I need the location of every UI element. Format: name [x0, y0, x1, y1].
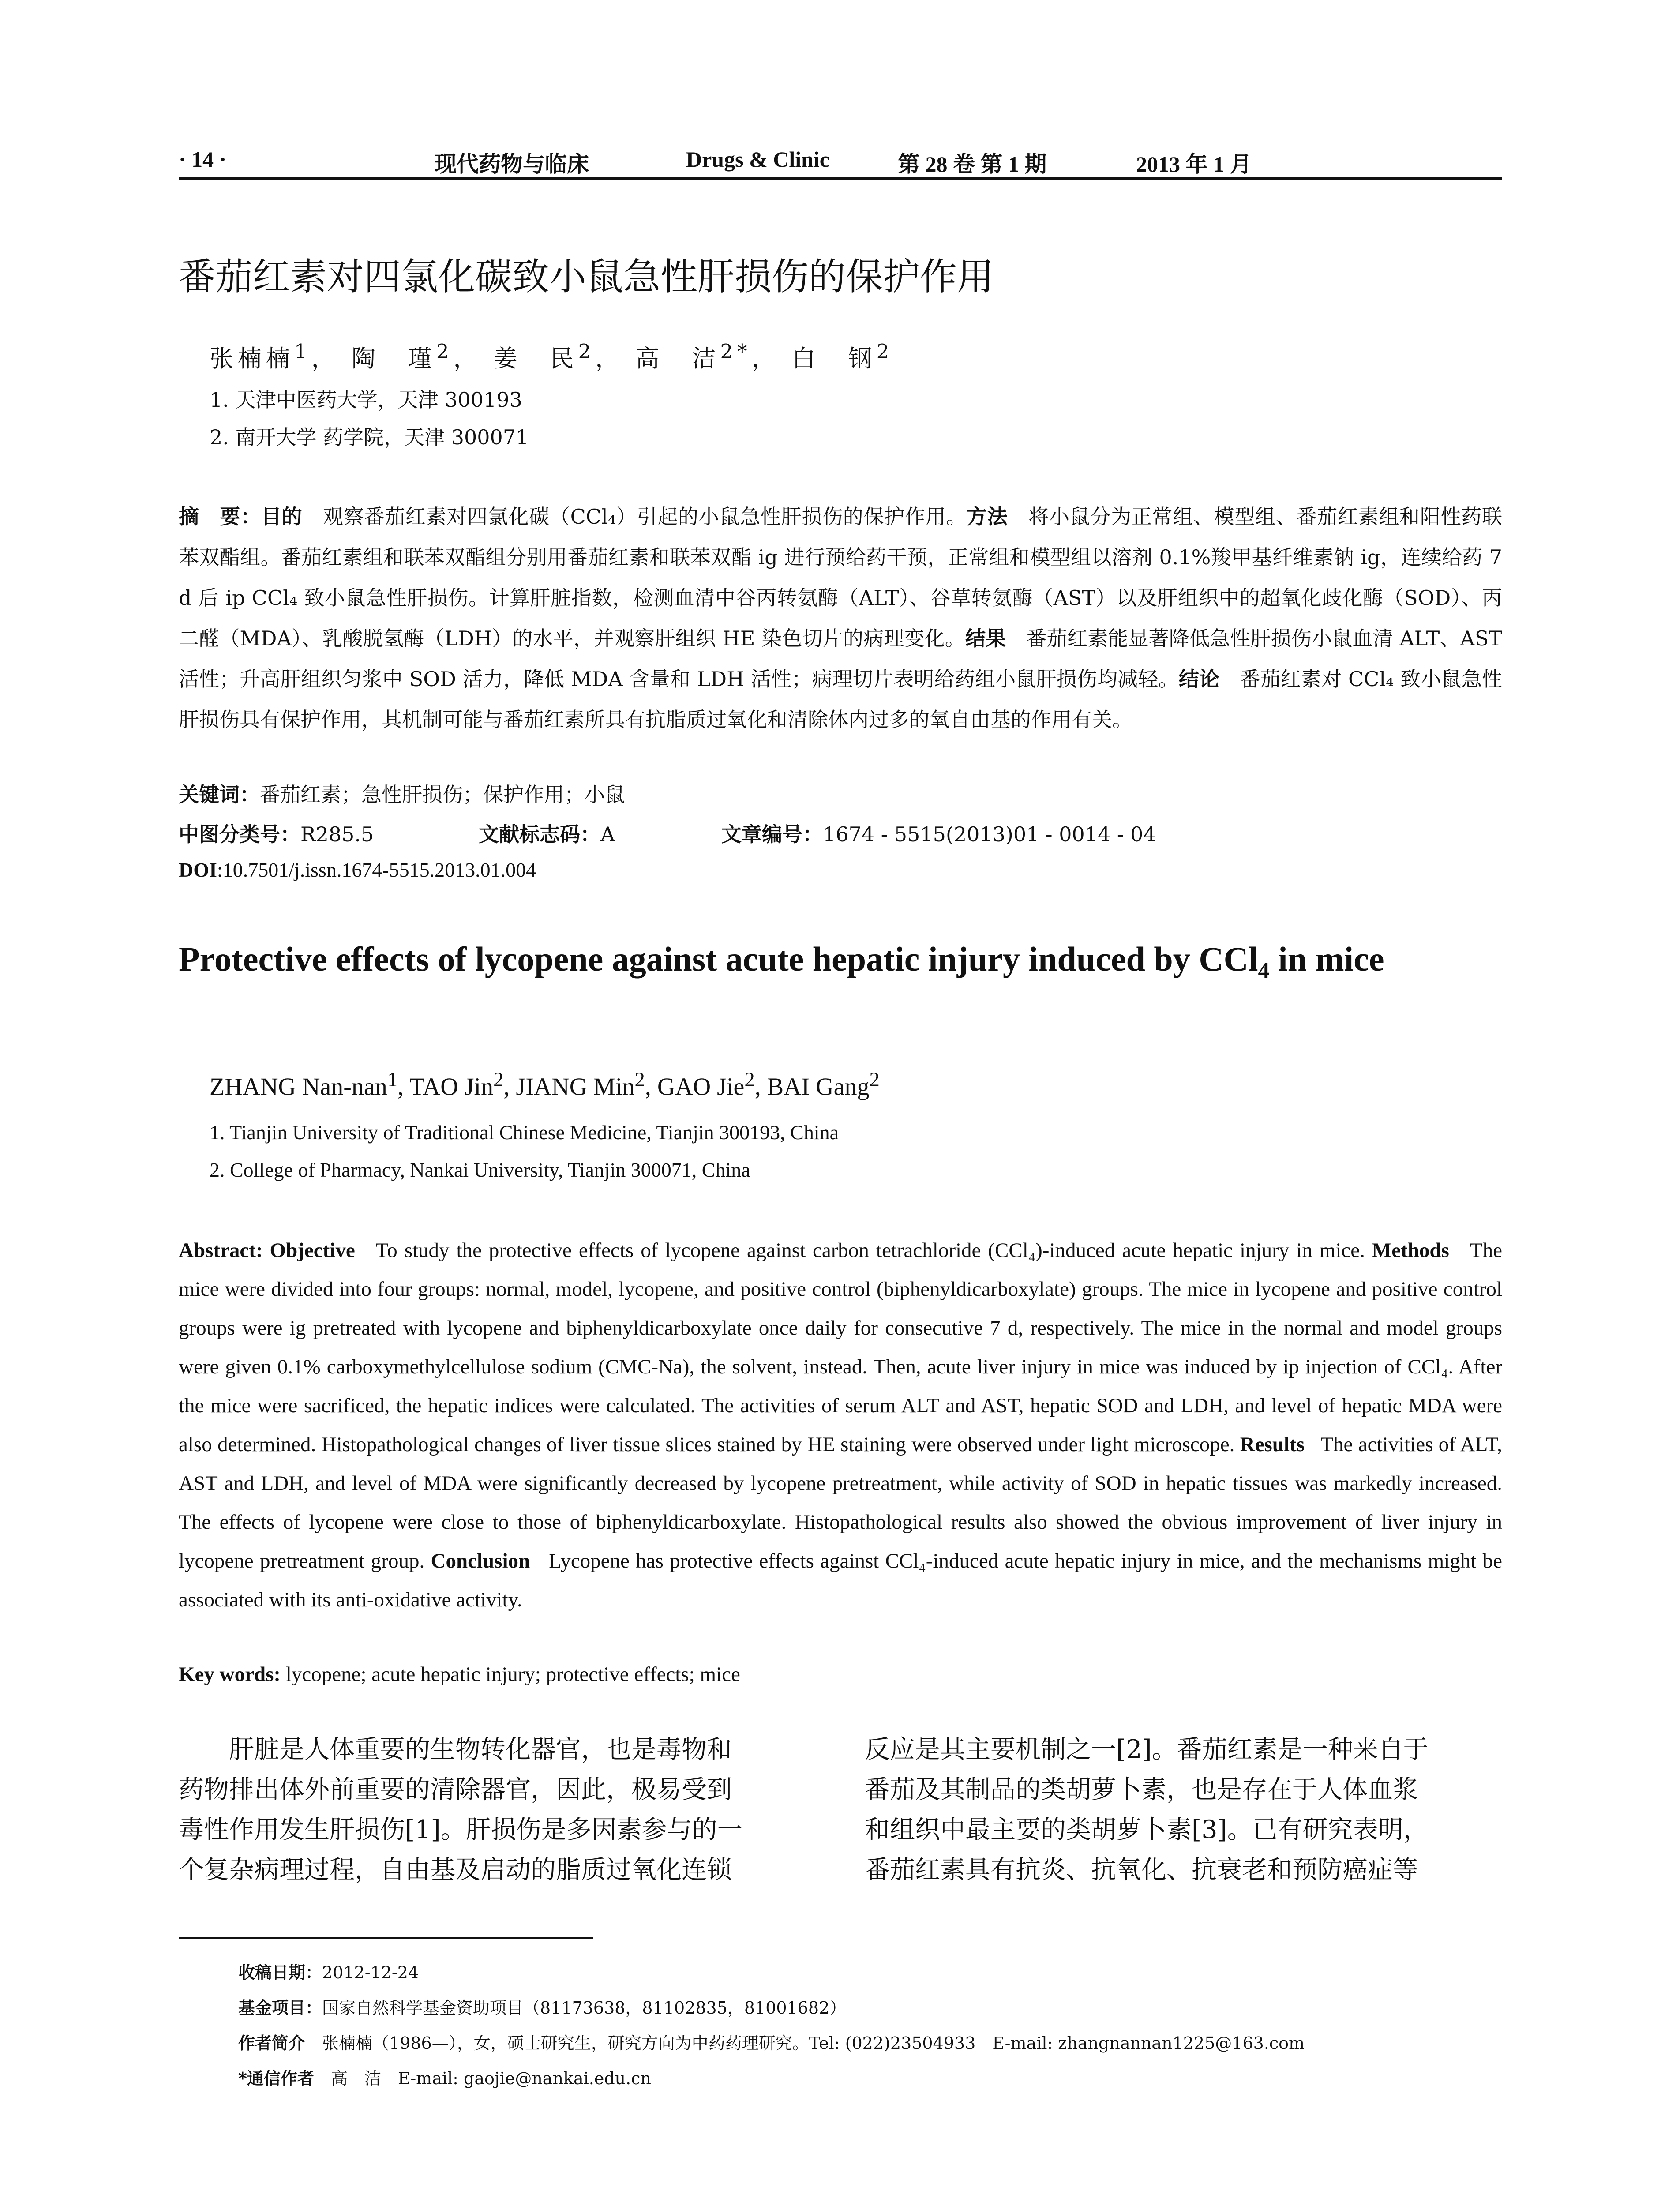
- author-affil-mark: 2: [744, 1068, 755, 1091]
- footnote-author-bio: [238, 2030, 1305, 2054]
- section-label: 方法: [967, 505, 1008, 529]
- author-affil-mark: 2: [869, 1068, 880, 1091]
- author-name: ZHANG Nan-nan: [210, 1073, 387, 1101]
- page-number: · 14 ·: [179, 147, 227, 172]
- footnote-label: 作者简介: [238, 2033, 306, 2053]
- section-label: Objective: [270, 1239, 355, 1262]
- body-line: 反应是其主要机制之一[2]。番茄红素是一种来自于: [865, 1735, 1429, 1764]
- footnote-label: 基金项目：: [238, 1998, 322, 2018]
- clc-value: R285.5: [300, 822, 374, 846]
- author-affil-mark: 2: [436, 340, 454, 363]
- article-no-value: 1674 - 5515(2013)01 - 0014 - 04: [823, 822, 1156, 846]
- footnote-corresponding: [238, 2065, 651, 2089]
- affiliation-cn: 2. 南开大学 药学院，天津 300071: [210, 425, 529, 449]
- body-line: 和组织中最主要的类胡萝卜素[3]。已有研究表明，: [865, 1815, 1429, 1844]
- section-label: 目的: [261, 505, 303, 529]
- abstract-text: To study the protective effects of lycopene against carbon tetrachloride (CCl₄)-induced acute hepatic injury in mice.: [375, 1239, 1365, 1262]
- body-line: 番茄及其制品的类胡萝卜素，也是存在于人体血浆: [865, 1775, 1418, 1804]
- keywords-text: 番茄红素；急性肝损伤；保护作用；小鼠: [260, 783, 625, 807]
- doc-code-label: 文献标志码：: [479, 822, 600, 846]
- section-label: Conclusion: [431, 1549, 530, 1572]
- footnote-label: 收稿日期：: [238, 1963, 322, 1982]
- keywords-label: Key words:: [179, 1663, 281, 1686]
- title-en-text-end: in mice: [1269, 940, 1384, 978]
- author-name: 高 洁: [635, 345, 720, 372]
- author-name: 张楠楠: [210, 345, 294, 372]
- affiliation-en: 2. College of Pharmacy, Nankai University, Tianjin 300071, China: [210, 1159, 750, 1181]
- title-en-subscript: 4: [1258, 958, 1270, 983]
- section-label: Results: [1240, 1433, 1305, 1456]
- abstract-label: Abstract:: [179, 1239, 263, 1262]
- body-line: 药物排出体外前重要的清除器官，因此，极易受到: [179, 1775, 732, 1804]
- footnote-label: *通信作者: [238, 2069, 314, 2088]
- doi-label: DOI: [179, 859, 217, 881]
- footnote-received: [238, 1959, 419, 1983]
- issue-date: 2013 年 1 月: [1136, 152, 1252, 176]
- abstract-en: [179, 1231, 1502, 1619]
- abstract-text: 番茄红素对 CCl₄ 致小鼠急性肝损伤具有保护作用，其机制可能与番茄红素所具有抗脂质过氧化和清除体内过多的氧自由基的作用有关。: [179, 667, 1502, 732]
- body-column-left: [179, 1730, 823, 1890]
- volume-issue: 第 28 卷 第 1 期: [898, 152, 1047, 176]
- abstract-text: 观察番茄红素对四氯化碳（CCl₄）引起的小鼠急性肝损伤的保护作用。: [323, 505, 967, 529]
- author-name: GAO Jie: [657, 1073, 745, 1101]
- section-label: Methods: [1372, 1239, 1449, 1262]
- title-en: [179, 935, 1502, 995]
- affiliation-en: 1. Tianjin University of Traditional Chinese Medicine, Tianjin 300193, China: [210, 1121, 839, 1144]
- body-line: 番茄红素具有抗炎、抗氧化、抗衰老和预防癌症等: [865, 1855, 1418, 1884]
- keywords-text: lycopene; acute hepatic injury; protective effects; mice: [285, 1663, 740, 1686]
- author-name: 白 钢: [791, 345, 877, 372]
- authors-cn: 张楠楠$^1$， 陶 瑾$^2$， 姜 民$^2$， 高 洁$^{2*}$， 白 钢$^2$: [210, 340, 894, 372]
- abstract-text: The mice were divided into four groups: normal, model, lycopene, and positive control (biphenyldicarboxylate) groups. The mice in lycopene and positive control groups were ig pretreated with lycopene and biphenyldicarboxylate once daily for consecutive 7 d, respectively. The mice in the normal and model groups were given 0.1% carboxymethylcellulose sodium (CMC-Na), the solvent, instead. Then, acute liver injury in mice was induced by ip injection of CCl₄. After the mice were sacrificed, the hepatic indices were calculated. The activities of serum ALT and AST, hepatic SOD and LDH, and level of hepatic MDA were also determined. Histopathological changes of liver tissue slices stained by HE staining were observed under light microscope.: [179, 1239, 1503, 1456]
- author-affil-mark: 2: [578, 340, 596, 363]
- abstract-label: 摘 要：: [179, 505, 261, 529]
- article-no-label: 文章编号：: [721, 822, 823, 846]
- footnote-text: 张楠楠（1986—），女，硕士研究生，研究方向为中药药理研究。Tel: (022)23504933 E-mail: zhangnannan1225@163.com: [305, 2033, 1305, 2053]
- keywords-label: 关键词：: [179, 783, 260, 807]
- author-name: 姜 民: [493, 345, 578, 372]
- author-affil-mark: 2: [634, 1068, 645, 1091]
- author-affil-mark: 1: [294, 340, 311, 363]
- abstract-text: The activities of ALT, AST and LDH, and level of MDA were significantly decreased by lycopene pretreatment, while activity of SOD in hepatic tissues was markedly increased. The effects of lycopene were close to those of biphenyldicarboxylate. Histopathological results also showed the obvious improvement of liver injury in lycopene pretreatment group.: [179, 1433, 1503, 1572]
- body-column-right: [865, 1730, 1509, 1890]
- abstract-text: 将小鼠分为正常组、模型组、番茄红素组和阳性药联苯双酯组。番茄红素组和联苯双酯组分别用番茄红素和联苯双酯 ig 进行预给药干预，正常组和模型组以溶剂 0.1%羧甲基纤维素钠 ig，连续给药 7 d 后 ip CCl₄ 致小鼠急性肝损伤。计算肝脏指数，检测血清中谷丙转氨酶（ALT）、谷草转氨酶（AST）以及肝组织中的超氧化歧化酶（SOD）、丙二醛（MDA）、乳酸脱氢酶（LDH）的水平，并观察肝组织 HE 染色切片的病理变化。: [179, 505, 1503, 650]
- keywords-cn: [179, 779, 625, 808]
- abstract-text: Lycopene has protective effects against CCl₄-induced acute hepatic injury in mice, and the mechanisms might be associated with its anti-oxidative activity.: [179, 1549, 1503, 1611]
- author-affil-mark: 2: [493, 1068, 504, 1091]
- author-name: 陶 瑾: [351, 345, 436, 372]
- header-rule: [179, 177, 1502, 180]
- authors-en: ZHANG Nan-nan$^1$, TAO Jin$^2$, JIANG Min$^2$, GAO Jie$^2$, BAI Gang$^2$: [210, 1068, 880, 1101]
- footnote-text: 高 洁 E-mail: gaojie@nankai.edu.cn: [314, 2069, 651, 2088]
- abstract-cn: [179, 496, 1502, 740]
- author-affil-mark: 1: [387, 1068, 398, 1091]
- affiliation-cn: 1. 天津中医药大学，天津 300193: [210, 388, 522, 412]
- author-name: JIANG Min: [516, 1073, 635, 1101]
- doi-value: 10.7501/j.issn.1674-5515.2013.01.004: [222, 859, 536, 881]
- clc-label: 中图分类号：: [179, 822, 300, 846]
- author-name: TAO Jin: [409, 1073, 494, 1101]
- doi-line: DOI:10.7501/j.issn.1674-5515.2013.01.004: [179, 859, 536, 881]
- section-label: 结果: [965, 627, 1006, 650]
- running-header: [179, 140, 1502, 180]
- doc-code-value: A: [600, 822, 615, 846]
- abstract-text: 番茄红素能显著降低急性肝损伤小鼠血清 ALT、AST 活性；升高肝组织匀浆中 SOD 活力，降低 MDA 含量和 LDH 活性；病理切片表明给药组小鼠肝损伤均减轻。: [179, 627, 1503, 691]
- journal-name-cn: 现代药物与临床: [435, 151, 589, 177]
- footnote-rule: [179, 1937, 593, 1939]
- author-name: BAI Gang: [767, 1073, 870, 1101]
- footnote-text: 2012-12-24: [322, 1963, 419, 1982]
- body-line: 毒性作用发生肝损伤[1]。肝损伤是多因素参与的一: [179, 1815, 742, 1844]
- footnote-funding: [238, 1994, 846, 2018]
- body-line: 肝脏是人体重要的生物转化器官，也是毒物和: [229, 1735, 732, 1764]
- title-cn: 番茄红素对四氯化碳致小鼠急性肝损伤的保护作用: [179, 255, 994, 298]
- classification-line: [179, 818, 1156, 848]
- footnote-text: 国家自然科学基金资助项目（81173638，81102835，81001682）: [322, 1998, 847, 2018]
- title-en-text: Protective effects of lycopene against acute hepatic injury induced by CCl: [179, 940, 1258, 978]
- section-label: 结论: [1178, 667, 1220, 691]
- body-line: 个复杂病理过程，自由基及启动的脂质过氧化连锁: [179, 1855, 732, 1884]
- journal-name-en: Drugs & Clinic: [686, 147, 829, 172]
- author-affil-mark: 2*: [720, 340, 752, 363]
- author-affil-mark: 2: [876, 340, 894, 363]
- keywords-en: [179, 1662, 740, 1686]
